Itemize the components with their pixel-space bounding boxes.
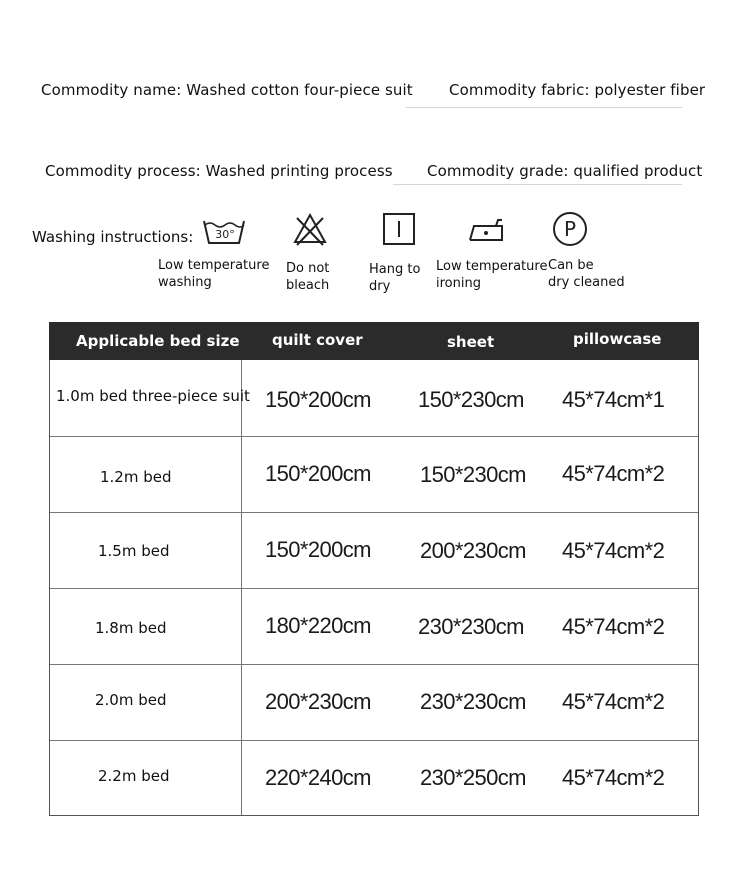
sheet-cell: 200*230cm — [420, 538, 526, 563]
commodity-grade: Commodity grade: qualified product — [427, 162, 703, 180]
quilt-cover-cell: 150*200cm — [265, 537, 371, 562]
pillowcase-cell: 45*74cm*2 — [562, 538, 665, 563]
pillowcase-cell: 45*74cm*2 — [562, 765, 665, 790]
pillowcase-cell: 45*74cm*2 — [562, 461, 665, 486]
header-pillowcase: pillowcase — [573, 330, 662, 348]
quilt-cover-cell: 150*200cm — [265, 461, 371, 486]
pillowcase-cell: 45*74cm*2 — [562, 689, 665, 714]
bed-size-cell: 1.2m bed — [100, 468, 172, 486]
bed-size-cell: 1.0m bed three-piece suit — [56, 387, 250, 405]
table-row — [50, 740, 698, 816]
sheet-cell: 230*230cm — [418, 614, 524, 639]
size-table — [49, 322, 699, 817]
commodity-fabric: Commodity fabric: polyester fiber — [449, 81, 706, 99]
table-row — [50, 588, 698, 665]
quilt-cover-cell: 200*230cm — [265, 689, 371, 714]
bed-size-cell: 1.8m bed — [95, 619, 167, 637]
low-temp-iron-icon — [466, 216, 506, 244]
svg-text:P: P — [563, 217, 577, 241]
divider — [393, 184, 682, 185]
sheet-cell: 150*230cm — [420, 462, 526, 487]
bed-size-cell: 1.5m bed — [98, 542, 170, 560]
table-row — [50, 360, 698, 437]
hang-dry-icon — [382, 212, 416, 246]
table-row — [50, 512, 698, 589]
sheet-cell: 230*250cm — [420, 765, 526, 790]
commodity-name: Commodity name: Washed cotton four-piece suit — [41, 81, 413, 99]
bed-size-cell: 2.2m bed — [98, 767, 170, 785]
table-row — [50, 436, 698, 513]
header-quilt-cover: quilt cover — [272, 331, 363, 349]
header-bed-size: Applicable bed size — [76, 332, 240, 350]
bleach-caption: Do not bleach — [286, 261, 330, 293]
quilt-cover-cell: 150*200cm — [265, 387, 371, 412]
dryclean-caption: Can be dry cleaned — [548, 258, 625, 290]
dry-caption: Hang to dry — [369, 262, 421, 294]
bed-size-cell: 2.0m bed — [95, 691, 167, 709]
table-body — [49, 360, 699, 816]
svg-text:30°: 30° — [215, 228, 235, 241]
washing-instructions-label: Washing instructions: — [32, 228, 194, 246]
iron-caption: Low temperature ironing — [436, 259, 548, 291]
divider — [406, 107, 682, 108]
wash-30-icon — [202, 218, 246, 246]
sheet-cell: 150*230cm — [418, 387, 524, 412]
pillowcase-cell: 45*74cm*2 — [562, 614, 665, 639]
wash-caption: Low temperature washing — [158, 258, 270, 290]
sheet-cell: 230*230cm — [420, 689, 526, 714]
pillowcase-cell: 45*74cm*1 — [562, 387, 665, 412]
table-header — [49, 322, 699, 360]
quilt-cover-cell: 220*240cm — [265, 765, 371, 790]
commodity-process: Commodity process: Washed printing process — [45, 162, 393, 180]
header-sheet: sheet — [447, 333, 495, 351]
dry-clean-p-icon — [552, 211, 588, 247]
do-not-bleach-icon — [292, 212, 328, 246]
table-row — [50, 664, 698, 741]
quilt-cover-cell: 180*220cm — [265, 613, 371, 638]
